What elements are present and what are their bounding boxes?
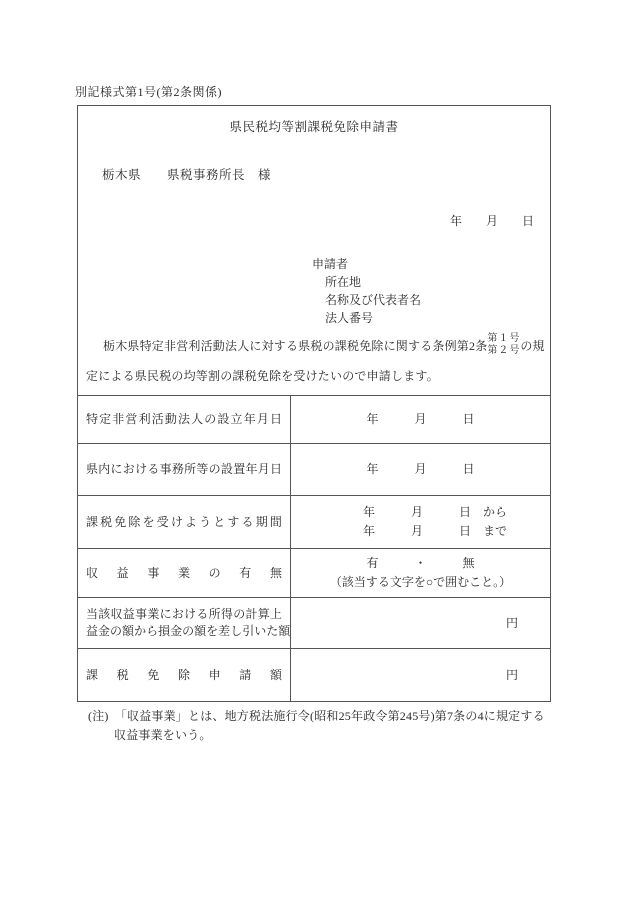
row-label-line1: 当 該 収 益 事 業 に お け る 所 得 の 計 算 上 — [86, 607, 282, 621]
clause-bottom: 第２号 — [487, 345, 521, 356]
table-row-establishment-date — [78, 395, 550, 443]
row-value-line1: 有 ・ 無 — [366, 556, 475, 570]
addressee-line: 栃木県 県税事務所長 様 — [102, 168, 272, 182]
table-row-profit-business — [78, 548, 550, 597]
row-label — [78, 496, 291, 548]
row-value-text: 年 月 日 — [366, 462, 475, 476]
form-title: 県民税均等割課税免除申請書 — [229, 120, 399, 134]
table-row-income-amount — [78, 597, 550, 648]
applicant-label: 申請者 — [312, 257, 349, 271]
row-value-line2: 年 月 日 まで — [363, 524, 508, 538]
date-line: 年 月 日 — [449, 214, 534, 228]
row-value — [291, 549, 550, 597]
table-row-exemption-period — [78, 495, 550, 548]
footnote — [88, 707, 545, 745]
row-value — [291, 649, 550, 701]
clause-number-stack — [487, 333, 520, 357]
form-number: 別記様式第1号(第2条関係) — [75, 85, 222, 99]
row-label — [78, 598, 291, 648]
footnote-line1: (注) 「収益事業」とは、地方税法施行令(昭和25年政令第245号)第7条の4に規定する — [88, 709, 545, 723]
row-label — [78, 549, 291, 597]
row-value-yen: 円 — [505, 615, 518, 630]
row-label-text: 県 内 に お け る 事 務 所 等 の 設 置 年 月 日 — [86, 462, 282, 476]
row-value — [291, 396, 550, 443]
table-row-office-setup-date — [78, 443, 550, 495]
row-value — [291, 444, 550, 495]
intro-line1-tail: の規 — [520, 338, 545, 353]
intro-line2: 定による県民税の均等割の課税免除を受けたいので申請します。 — [86, 369, 439, 383]
row-value-line1: 年 月 日 から — [363, 505, 508, 519]
row-label — [78, 444, 291, 495]
row-label-line2: 益 金 の 額 か ら 損 金 の 額 を 差 し 引 い た 額 — [86, 624, 291, 638]
row-value-line2: （該当する文字を○で囲むこと。） — [329, 575, 512, 589]
row-label — [78, 649, 291, 701]
applicant-block — [312, 255, 421, 327]
row-value — [291, 598, 550, 648]
row-label-text: 収 益 事 業 の 有 無 — [86, 565, 282, 580]
row-label-text: 課 税 免 除 を 受 け よ う と す る 期 間 — [86, 514, 282, 529]
form-border-box — [77, 105, 551, 702]
row-label-text: 課 税 免 除 申 請 額 — [86, 667, 282, 682]
row-value-text: 年 月 日 — [366, 412, 475, 426]
row-value-yen: 円 — [505, 667, 518, 682]
table-row-exemption-amount — [78, 648, 550, 701]
form-table — [78, 395, 550, 701]
intro-line1-text: 栃木県特定非営利活動法人に対する県税の課税免除に関する条例第2条 — [103, 338, 488, 353]
row-value — [291, 496, 550, 548]
clause-top: 第１号 — [487, 333, 521, 344]
intro-paragraph — [86, 328, 545, 384]
row-label-text: 特 定 非 営 利 活 動 法 人 の 設 立 年 月 日 — [86, 412, 282, 426]
applicant-name-label: 名称及び代表者名 — [325, 293, 422, 307]
intro-line1 — [86, 328, 545, 362]
applicant-corporate-number-label: 法人番号 — [325, 311, 374, 325]
row-label — [78, 396, 291, 443]
footnote-line2: 収益事業をいう。 — [114, 728, 212, 742]
applicant-address-label: 所在地 — [325, 275, 362, 289]
